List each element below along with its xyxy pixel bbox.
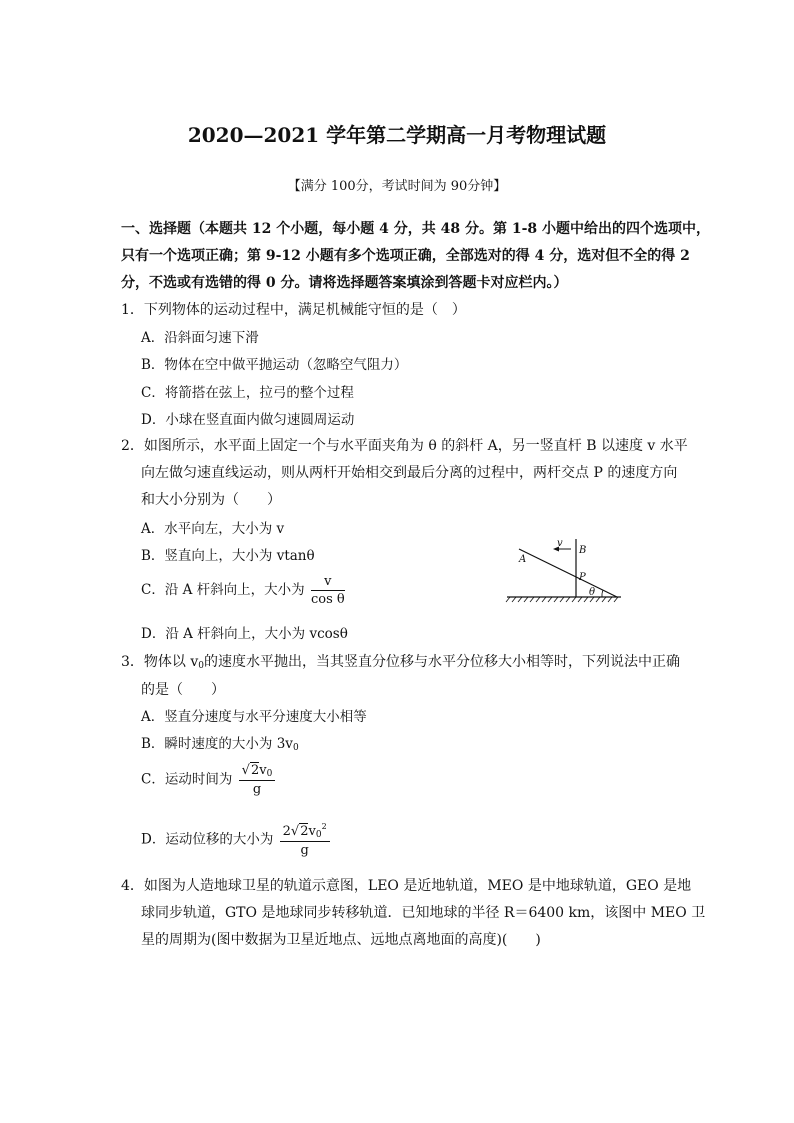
question-2-option-b: B．竖直向上，大小为 vtanθ [141, 548, 315, 564]
question-3-option-b-text: B．瞬时速度的大小为 3v [141, 736, 293, 752]
question-1-option-c: C．将箭搭在弦上，拉弓的整个过程 [141, 385, 354, 401]
slanted-rod-a [519, 549, 617, 597]
subscript-zero: 0 [266, 769, 273, 779]
label-b: B [579, 545, 587, 556]
fraction-numerator: v [311, 574, 345, 591]
subscript-zero: 0 [292, 743, 299, 753]
question-3-option-d-text: D．运动位移的大小为 [141, 831, 274, 848]
fraction-denominator: g [300, 843, 309, 858]
section-instructions-line-3: 分，不选或有选错的得 0 分。请将选择题答案填涂到答题卡对应栏内。） [121, 275, 568, 291]
label-a: A [519, 554, 527, 565]
label-v: v [557, 538, 563, 549]
question-2-stem-line-2: 向左做匀速直线运动，则从两杆开始相交到最后分离的过程中，两杆交点 P 的速度方向 [141, 465, 678, 481]
question-3-option-a: A．竖直分速度与水平分速度大小相等 [141, 709, 367, 725]
question-1-option-a: A．沿斜面匀速下滑 [141, 330, 259, 346]
label-p: P [579, 572, 586, 583]
question-4-stem-line-1: 4．如图为人造地球卫星的轨道示意图，LEO 是近地轨道，MEO 是中地球轨道，GEO 是地 [121, 878, 692, 894]
question-3-option-d [141, 822, 330, 858]
question-3-option-b [141, 732, 299, 753]
superscript-two: 2 [321, 822, 327, 831]
question-4-stem-line-3: 星的周期为(图中数据为卫星近地点、远地点离地面的高度)( ) [141, 932, 541, 948]
question-3-stem-text-b: 的速度水平抛出，当其竖直分位移与水平分位移大小相等时，下列说法中正确 [204, 654, 681, 670]
fraction-numerator: $√2v_0$ [239, 763, 276, 781]
question-2-figure [505, 535, 625, 605]
question-2-stem-line-3: 和大小分别为（ ） [141, 492, 281, 508]
fraction-numerator: $2√2v_0^2$ [280, 822, 330, 842]
subscript-zero: 0 [315, 830, 322, 840]
question-3-option-c [141, 763, 275, 797]
section-instructions-line-2: 只有一个选项正确；第 9-12 小题有多个选项正确，全部选对的得 4 分，选对但不全的得 2 [121, 248, 690, 264]
ground-hatching [506, 597, 618, 602]
question-1-option-b: B．物体在空中做平抛运动（忽略空气阻力） [141, 357, 408, 373]
question-2-option-a: A．水平向左，大小为 v [141, 521, 285, 537]
question-2-option-c-fraction [311, 574, 345, 607]
variable-v: v [308, 824, 316, 839]
question-3-stem-line-1 [121, 651, 680, 671]
question-1-option-d: D．小球在竖直面内做匀速圆周运动 [141, 412, 355, 428]
question-3-option-d-fraction [280, 822, 330, 858]
label-theta: θ [589, 587, 596, 598]
question-3-stem-text-a: 3．物体以 v [121, 654, 199, 670]
question-4-stem-line-2: 球同步轨道，GTO 是地球同步转移轨道．已知地球的半径 R＝6400 km，该图中 MEO 卫 [141, 905, 706, 921]
question-2-option-d: D．沿 A 杆斜向上，大小为 vcosθ [141, 626, 348, 642]
question-2-option-c [141, 574, 345, 607]
section-instructions-line-1: 一、选择题（本题共 12 个小题，每小题 4 分，共 48 分。第 1-8 小题中给出的四个选项中， [121, 221, 710, 237]
subscript-zero: 0 [198, 661, 205, 671]
question-1-stem: 1．下列物体的运动过程中，满足机械能守恒的是（ ） [121, 302, 466, 318]
coefficient: 2 [282, 824, 291, 839]
fraction-denominator: g [252, 782, 262, 797]
sqrt-radicand: 2 [250, 763, 260, 778]
page-title: 2020—2021 学年第二学期高一月考物理试题 [187, 123, 607, 147]
question-2-stem-line-1: 2．如图所示，水平面上固定一个与水平面夹角为 θ 的斜杆 A，另一竖直杆 B 以速度 v 水平 [121, 438, 688, 454]
angle-arc [602, 590, 603, 597]
question-3-option-c-fraction [239, 763, 276, 797]
question-3-option-c-text: C．运动时间为 [141, 771, 233, 788]
sqrt-radicand: 2 [300, 824, 309, 839]
question-2-option-c-text: C．沿 A 杆斜向上，大小为 [141, 582, 305, 598]
fraction-denominator: cos θ [310, 592, 345, 607]
exam-info: 【满分 100分，考试时间为 90分钟】 [287, 179, 507, 194]
variable-v: v [259, 763, 267, 778]
question-3-stem-line-2: 的是（ ） [141, 682, 225, 698]
